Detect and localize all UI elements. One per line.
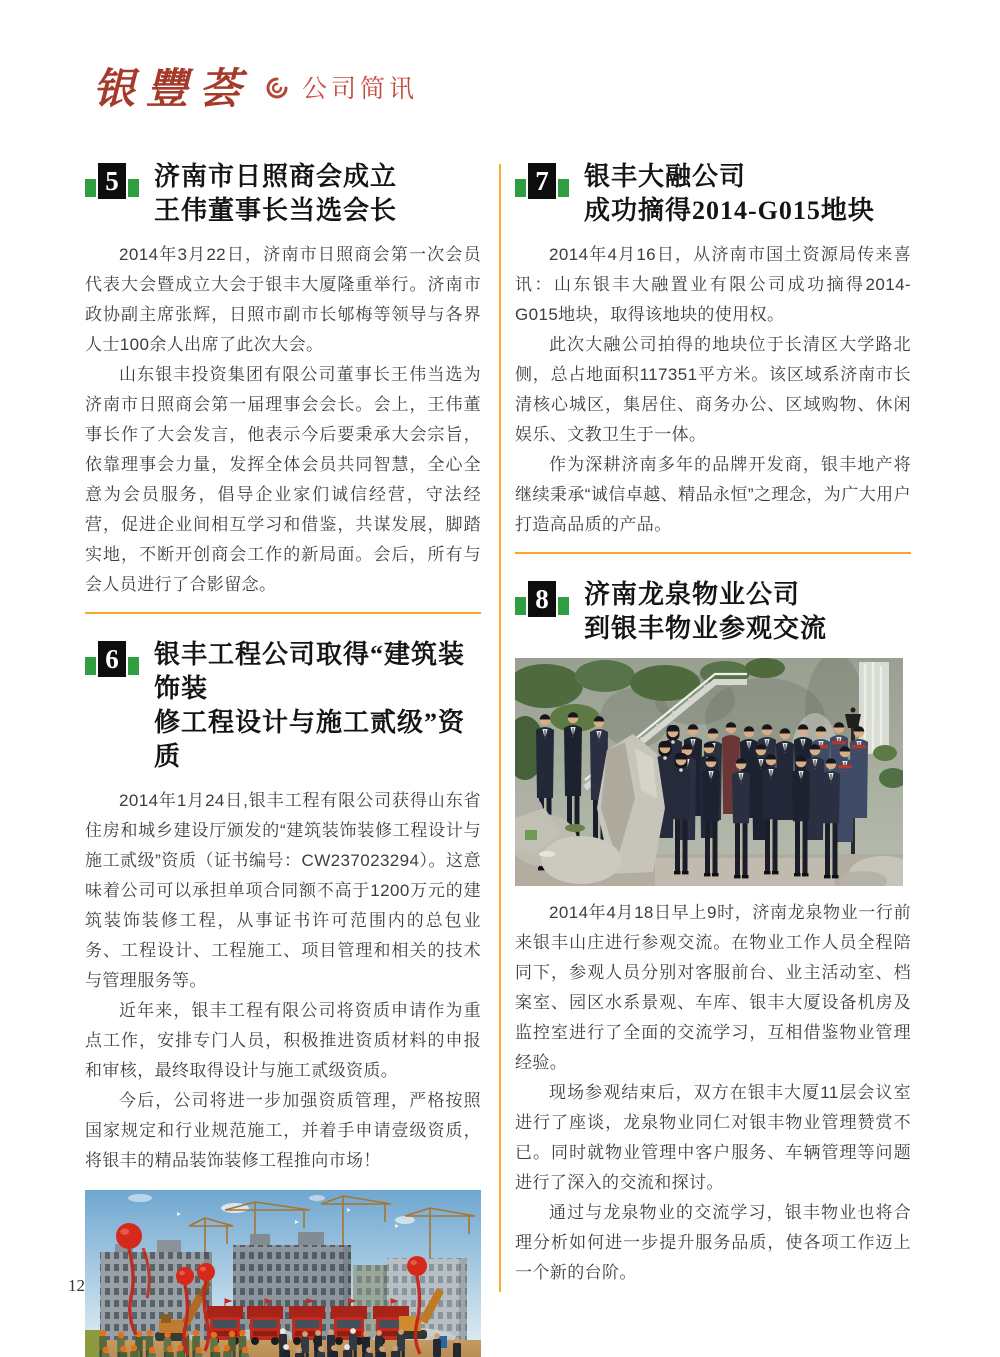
badge-green-bar: [85, 179, 96, 197]
badge-green-bar: [515, 179, 526, 197]
article5-paragraph: 山东银丰投资集团有限公司董事长王伟当选为济南市日照商会第一届理事会会长。会上，王伟董事长作了大会发言，他表示今后要秉承大会宗旨，依靠理事会力量，发挥全体会员共同智慧，全心全意为会员服务，倡导企业家们诚信经营，守法经营，促进企业间相互学习和借鉴，共谋发展，脚踏实地，不断开创商会工作的新局面。会后，所有与会人员进行了合影留念。: [85, 365, 481, 594]
badge-number: 7: [528, 163, 556, 199]
badge-green-bar: [128, 179, 139, 197]
article7-paragraph: 此次大融公司拍得的地块位于长清区大学路北侧，总占地面积117351平方米。该区域系济南市长清核心城区，集居住、商务办公、区域购物、休闲娱乐、文教卫生于一体。: [515, 335, 911, 444]
article8-number-badge: [515, 581, 569, 617]
column-divider: [499, 164, 501, 1292]
horizontal-separator: [515, 552, 911, 554]
brand-logo: 银豐荟: [93, 64, 253, 113]
article7-title-line1: 银丰大融公司: [584, 162, 747, 191]
article5-title-line1: 济南市日照商会成立: [154, 162, 398, 191]
article7-title-line2: 成功摘得2014-G015地块: [584, 196, 875, 225]
page-number: 12: [68, 1276, 85, 1295]
article6-title: [154, 638, 481, 774]
article7-header: [515, 160, 911, 228]
badge-green-bar: [558, 597, 569, 615]
article7-number-badge: [515, 163, 569, 199]
article6-title-line1: 银丰工程公司取得“建筑装饰装: [154, 640, 466, 703]
section-label: 公司简讯: [302, 75, 419, 103]
badge-green-bar: [558, 179, 569, 197]
article8-header: [515, 578, 911, 646]
badge-green-bar: [128, 657, 139, 675]
article5-header: [85, 160, 481, 228]
article6-title-line2: 修工程设计与施工贰级”资质: [154, 708, 466, 771]
badge-green-bar: [85, 657, 96, 675]
horizontal-separator: [85, 612, 481, 614]
page-header: [93, 64, 419, 113]
article5-body: [85, 240, 481, 600]
article8-title-line2: 到银丰物业参观交流: [584, 614, 828, 643]
article7-body: [515, 240, 911, 540]
badge-number: 6: [98, 641, 126, 677]
article6-paragraph: 近年来，银丰工程有限公司将资质申请作为重点工作，安排专门人员，积极推进资质材料的申报和审核，最终取得设计与施工贰级资质。: [85, 1001, 481, 1080]
groundbreaking-ceremony-photo: [85, 1190, 481, 1357]
article6-paragraph: 2014年1月24日,银丰工程有限公司获得山东省住房和城乡建设厅颁发的“建筑装饰装修工程设计与施工贰级”资质（证书编号：CW237023294）。这意味着公司可以承担单项合同额不高于1200万元的建筑装饰装修工程，从事证书许可范围内的总包业务、工程设计、工程施工、项目管理和相关的技术与管理服务等。: [85, 791, 481, 990]
badge-green-bar: [515, 597, 526, 615]
article5-number-badge: [85, 163, 139, 199]
article5-title: [154, 160, 397, 228]
article5-paragraph: 2014年3月22日，济南市日照商会第一次会员代表大会暨成立大会于银丰大厦隆重举行。济南市政协副主席张辉，日照市副市长郇梅等领导与各界人士100余人出席了此次大会。: [85, 245, 481, 354]
article8-title: [584, 578, 827, 646]
article8-title-line1: 济南龙泉物业公司: [584, 580, 801, 609]
swirl-icon: [265, 76, 289, 105]
left-column: [85, 160, 481, 1357]
article6-paragraph: 今后，公司将进一步加强资质管理，严格按照国家规定和行业规范施工，并着手申请壹级资质，将银丰的精品装饰装修工程推向市场！: [85, 1091, 481, 1170]
article5-title-line2: 王伟董事长当选会长: [154, 196, 398, 225]
badge-number: 8: [528, 581, 556, 617]
article8-paragraph: 通过与龙泉物业的交流学习，银丰物业也将合理分析如何进一步提升服务品质，使各项工作迈上一个新的台阶。: [515, 1203, 911, 1282]
article7-title: [584, 160, 875, 228]
article7-paragraph: 作为深耕济南多年的品牌开发商，银丰地产将继续秉承“诚信卓越、精品永恒”之理念，为广大用户打造高品质的产品。: [515, 455, 911, 534]
article8-body: [515, 898, 911, 1288]
article8-paragraph: 2014年4月18日早上9时，济南龙泉物业一行前来银丰山庄进行参观交流。在物业工作人员全程陪同下，参观人员分别对客服前台、业主活动室、档案室、园区水系景观、车库、银丰大厦设备机房及监控室进行了全面的交流学习，互相借鉴物业管理经验。: [515, 903, 911, 1072]
badge-number: 5: [98, 163, 126, 199]
article6-body: [85, 786, 481, 1176]
right-column: [515, 160, 911, 1288]
article6-number-badge: [85, 641, 139, 677]
group-visit-photo: [515, 658, 911, 886]
article8-paragraph: 现场参观结束后，双方在银丰大厦11层会议室进行了座谈，龙泉物业同仁对银丰物业管理赞赏不已。同时就物业管理中客户服务、车辆管理等问题进行了深入的交流和探讨。: [515, 1083, 911, 1192]
article6-header: [85, 638, 481, 774]
article7-paragraph: 2014年4月16日，从济南市国土资源局传来喜讯：山东银丰大融置业有限公司成功摘得2014-G015地块，取得该地块的使用权。: [515, 245, 911, 324]
